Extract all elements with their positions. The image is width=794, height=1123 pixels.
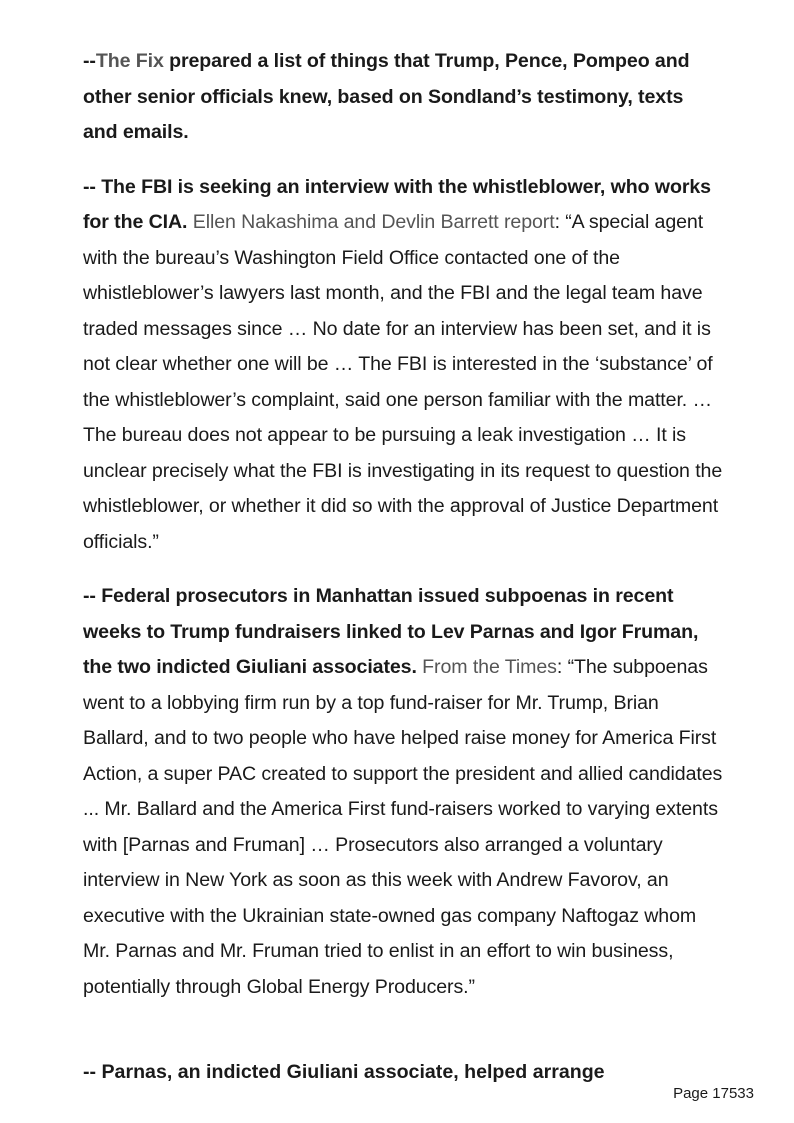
subpoenas-headline: -- Federal prosecutors in Manhattan issued subpoenas in recent weeks to Trump fundraisers linked to Lev Parnas and Igor Fruman, the two indicted Giuliani associates. <box>83 585 699 678</box>
fbi-quote: : “A special agent with the bureau’s Washington Field Office contacted one of the whistleblower’s lawyers last month, and the FBI and the legal team have traded messages since … No date for an interview has been set, and it is not clear whether one will be … The FBI is interested in the ‘substance’ of the whistleblower’s complaint, said one person familiar with the matter. … The bureau does not appear to be pursuing a leak investigation … It is unclear precisely what the FBI is investigating in its request to question the whistleblower, or whether it did so with the approval of Justice Department officials.” <box>83 211 723 553</box>
paragraph-fbi-whistleblower <box>83 170 723 561</box>
paragraph-subpoenas <box>83 579 723 1005</box>
page-number: Page 17533 <box>673 1085 754 1102</box>
subpoenas-quote: : “The subpoenas went to a lobbying firm run by a top fund-raiser for Mr. Trump, Brian Ballard, and to two people who have helped raise money for America First Action, a super PAC created to support the president and allied candidates ... Mr. Ballard and the America First fund-raisers worked to varying extents with [Parnas and Fruman] … Prosecutors also arranged a voluntary interview in New York as soon as this week with Andrew Favorov, an executive with the Ukrainian state-owned gas company Naftogaz whom Mr. Parnas and Mr. Fruman tried to enlist in an effort to win business, potentially through Global Energy Producers.” <box>83 656 723 998</box>
from-the-times-link[interactable]: From the Times <box>416 656 557 678</box>
parnas-headline-partial: -- Parnas, an indicted Giuliani associate, helped arrange <box>83 1063 605 1083</box>
paragraph-parnas-cutoff <box>83 1063 723 1085</box>
fbi-headline: -- The FBI is seeking an interview with the whistleblower, who works for the CIA. <box>83 175 711 233</box>
the-fix-link[interactable]: The Fix <box>95 50 164 72</box>
dash-prefix: -- <box>83 50 96 72</box>
nakashima-barrett-link[interactable]: Ellen Nakashima and Devlin Barrett report <box>187 211 555 233</box>
the-fix-summary: prepared a list of things that Trump, Pence, Pompeo and other senior officials knew, based on Sondland’s testimony, texts and emails. <box>83 50 690 143</box>
document-body <box>83 44 723 1024</box>
paragraph-the-fix <box>83 44 723 151</box>
